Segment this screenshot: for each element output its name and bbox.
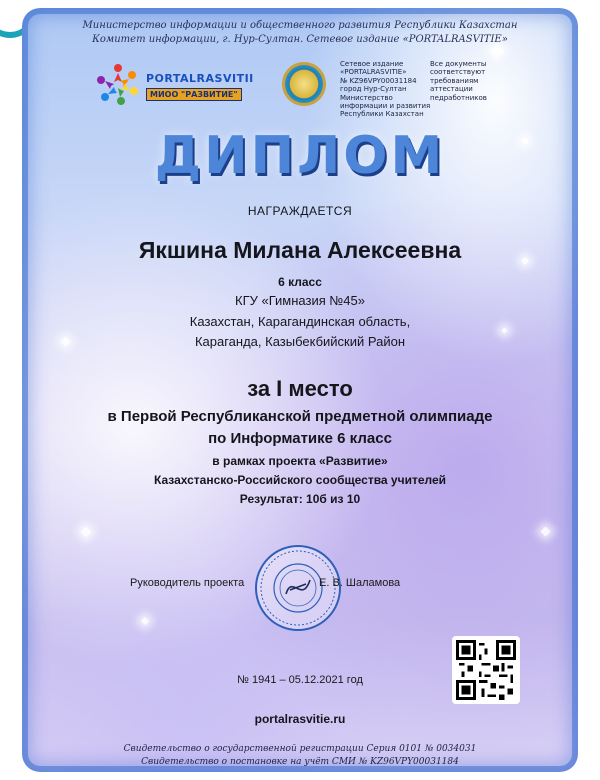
diploma — [22, 8, 578, 772]
document-number: № 1941 – 05.12.2021 год — [237, 674, 363, 686]
portal-logo — [94, 60, 274, 110]
sparkle-decoration — [541, 527, 551, 537]
documents-note-line: соответствуют — [430, 68, 486, 77]
signature-name: Е. В. Шаламова — [319, 577, 401, 589]
sparkle-decoration — [490, 44, 504, 58]
publication-info-line: Министерство — [340, 93, 393, 102]
qr-code[interactable] — [452, 636, 520, 704]
kazakhstan-emblem-icon — [282, 62, 326, 106]
publication-info-line: «PORTALRASVITIE» — [340, 68, 407, 77]
people-circle-logo-icon — [94, 60, 142, 108]
olympiad-name: в Первой Республиканской предметной олимпиаде — [107, 408, 493, 425]
publication-info-line: информации и развития — [340, 102, 431, 111]
olympiad-subject: по Информатике 6 класс — [208, 430, 392, 447]
header-ministry: Министерство информации и общественного развития Республики Казахстан — [82, 20, 518, 31]
registration-line: Свидетельство о постановке на учёт СМИ № KZ96VPY00031184 — [141, 757, 459, 767]
sparkle-decoration — [80, 526, 91, 537]
header-committee: Комитет информации, г. Нур-Султан. Сетевое издание «PORTALRASVITIE» — [92, 34, 508, 45]
logo-subtitle: МИОО "РАЗВИТИЕ" — [146, 88, 242, 101]
publication-info-line: Сетевое издание — [340, 60, 404, 68]
recipient-address: Караганда, Казыбекбийский Район — [194, 334, 406, 349]
documents-note-line: Все документы — [430, 60, 487, 68]
signature-label: Руководитель проекта — [130, 577, 245, 589]
logo-name: PORTALRASVITII — [146, 72, 254, 85]
award-place: за I место — [247, 376, 353, 401]
documents-note-line: педработников — [430, 93, 487, 102]
publication-info-line: Республики Казахстан — [340, 110, 424, 119]
project-name: в рамках проекта «Развитие» — [212, 454, 388, 468]
recipient-address: Казахстан, Карагандинская область, — [189, 314, 411, 329]
diploma-title: ДИПЛОМ — [154, 126, 446, 186]
publication-info-line: город Нур-Султан — [340, 85, 407, 94]
community-name: Казахстанско-Российского сообщества учителей — [153, 473, 447, 487]
recipient-school: КГУ «Гимназия №45» — [235, 293, 365, 308]
sparkle-decoration — [141, 617, 149, 625]
documents-note — [430, 60, 487, 102]
publication-info-line: № KZ96VPY00031184 — [340, 76, 417, 85]
recipient-name: Якшина Милана Алексеевна — [138, 237, 462, 263]
website-link[interactable]: portalrasvitie.ru — [254, 712, 346, 726]
awarded-label: НАГРАЖДАЕТСЯ — [247, 204, 353, 218]
publication-info — [340, 60, 430, 119]
documents-note-line: требованиям — [430, 76, 479, 85]
award-result: Результат: 10б из 10 — [239, 492, 361, 506]
registration-line: Свидетельство о государственной регистрации Серия 0101 № 0034031 — [123, 744, 477, 754]
documents-note-line: аттестации — [430, 85, 473, 94]
qr-code-icon — [456, 640, 516, 700]
recipient-grade: 6 класс — [278, 275, 322, 289]
